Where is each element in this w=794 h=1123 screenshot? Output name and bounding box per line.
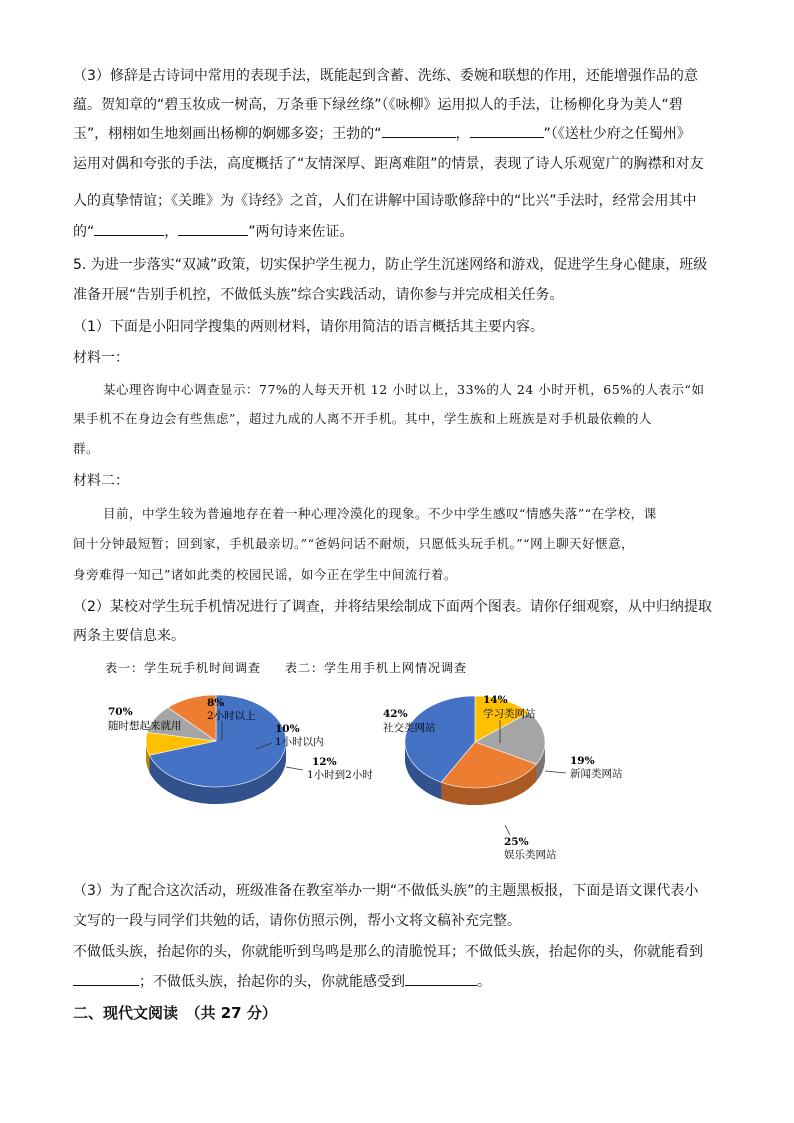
q5-line2: 准备开展“告别手机控，不做低头族”综合实践活动，请你参与并完成相关任务。 (73, 287, 564, 303)
material-2-line3: 身旁难得一知己”诸如此类的校园民谣，如今正在学生中间流行着。 (73, 567, 457, 582)
q4-3-line1: （3）修辞是古诗词中常用的表现手法，既能起到含蓄、洗练、委婉和联想的作用，还能增强作品的意 (73, 68, 698, 84)
q4-3-line6-text-a: 的“ (73, 224, 95, 240)
legend-label: 2小时以上 (207, 710, 256, 722)
data-label: 14% (483, 694, 508, 706)
answer-blank[interactable] (94, 221, 164, 236)
material-1-line1: 某心理咨询中心调查显示：77%的人每天开机 12 小时以上，33%的人 24 小时开机，65%的人表示“如 (103, 382, 705, 397)
q4-3-line3-text-b: ， (455, 126, 470, 142)
answer-blank[interactable] (405, 971, 477, 986)
data-label: 25% (504, 836, 529, 848)
material-1-label: 材料一： (73, 350, 129, 366)
q5-sub3-line4-text-b: 。 (477, 974, 491, 990)
q5-sub2-line1: （2）某校对学生玩手机情况进行了调查，并将结果绘制成下面两个图表。请你仔细观察，从中归纳提取 (73, 599, 712, 615)
legend-label: 学习类网站 (483, 708, 536, 720)
pie-charts (0, 655, 794, 875)
legend-label: 新闻类网站 (570, 768, 623, 780)
data-label: 12% (312, 756, 337, 768)
q4-3-line6-text-c: ”两句诗来佐证。 (248, 224, 354, 240)
data-label: 8% (207, 697, 225, 709)
q5-sub2-line2: 两条主要信息来。 (73, 628, 185, 644)
q4-3-line5: 人的真挚情谊；《关雎》为《诗经》之首，人们在讲解中国诗歌修辞中的“比兴”手法时，经常会用其中 (73, 193, 697, 209)
legend-label: 娱乐类网站 (504, 849, 557, 861)
answer-blank[interactable] (470, 123, 544, 138)
material-1-line2: 果手机不在身边会有些焦虑”，超过九成的人离不开手机。其中，学生族和上班族是对手机最依赖的人 (73, 411, 652, 426)
q4-3-line6-text-b: ， (164, 224, 179, 240)
q4-3-line2: 蕴。贺知章的“碧玉妆成一树高，万条垂下绿丝绦”（《咏柳》运用拟人的手法，让杨柳化身为美人“碧 (73, 97, 683, 113)
answer-blank[interactable] (382, 123, 456, 138)
q4-3-line4: 运用对偶和夸张的手法，高度概括了“友情深厚、距离难阻”的情景，表现了诗人乐观宽广的胸襟和对友 (73, 156, 704, 172)
q5-line1: 5. 为进一步落实“双减”政策，切实保护学生视力，防止学生沉迷网络和游戏，促进学生身心健康，班级 (73, 257, 708, 273)
material-2-line2: 间十分钟最短暂；回到家，手机最亲切。”“爸妈问话不耐烦，只愿低头玩手机。”“网上聊天好惬意， (73, 536, 635, 551)
q5-sub1: （1）下面是小阳同学搜集的两则材料，请你用简洁的语言概括其主要内容。 (73, 319, 544, 335)
material-1-line3: 群。 (73, 441, 100, 456)
q4-3-line6 (73, 218, 733, 246)
q5-sub3-line2: 文写的一段与同学们共勉的话，请你仿照示例，帮小文将文稿补充完整。 (73, 913, 521, 929)
legend-label: 随时想起来就用 (108, 720, 182, 732)
chart-1-title: 表一：学生玩手机时间调查 (105, 661, 262, 675)
legend-label: 社交类网站 (383, 722, 436, 734)
section-2-heading: 二、现代文阅读 （共 27 分） (73, 1004, 277, 1022)
chart-2-title: 表二：学生用手机上网情况调查 (285, 661, 468, 675)
data-label: 10% (275, 723, 300, 735)
answer-blank[interactable] (73, 971, 139, 986)
legend-label: 1小时以内 (275, 736, 324, 748)
material-2-label: 材料二： (73, 473, 129, 489)
q4-3-line3-text-c: ”（《送杜少府之任蜀州》 (543, 126, 691, 142)
data-label: 19% (570, 755, 595, 767)
data-label: 70% (108, 706, 133, 718)
q5-sub3-line4-text-a: ；不做低头族，抬起你的头，你就能感受到 (139, 974, 405, 990)
data-label: 42% (383, 708, 408, 720)
q5-sub3-line1: （3）为了配合这次活动，班级准备在教室举办一期“不做低头族”的主题黑板报，下面是语文课代表小 (73, 883, 699, 899)
material-2-line1: 目前，中学生较为普遍地存在着一种心理冷漠化的现象。不少中学生感叹“情感失落”“在学校，课 (103, 506, 657, 521)
answer-blank[interactable] (178, 221, 248, 236)
q4-3-line3-text-a: 玉”，栩栩如生地刻画出杨柳的婀娜多姿；王勃的“ (73, 126, 382, 142)
q5-sub3-line3: 不做低头族，抬起你的头，你就能听到鸟鸣是那么的清脆悦耳；不做低头族，抬起你的头，你就能看到 (73, 944, 703, 960)
legend-label: 1小时到2小时 (307, 769, 373, 781)
q4-3-line3 (73, 120, 733, 148)
q5-sub3-line4 (73, 968, 733, 996)
